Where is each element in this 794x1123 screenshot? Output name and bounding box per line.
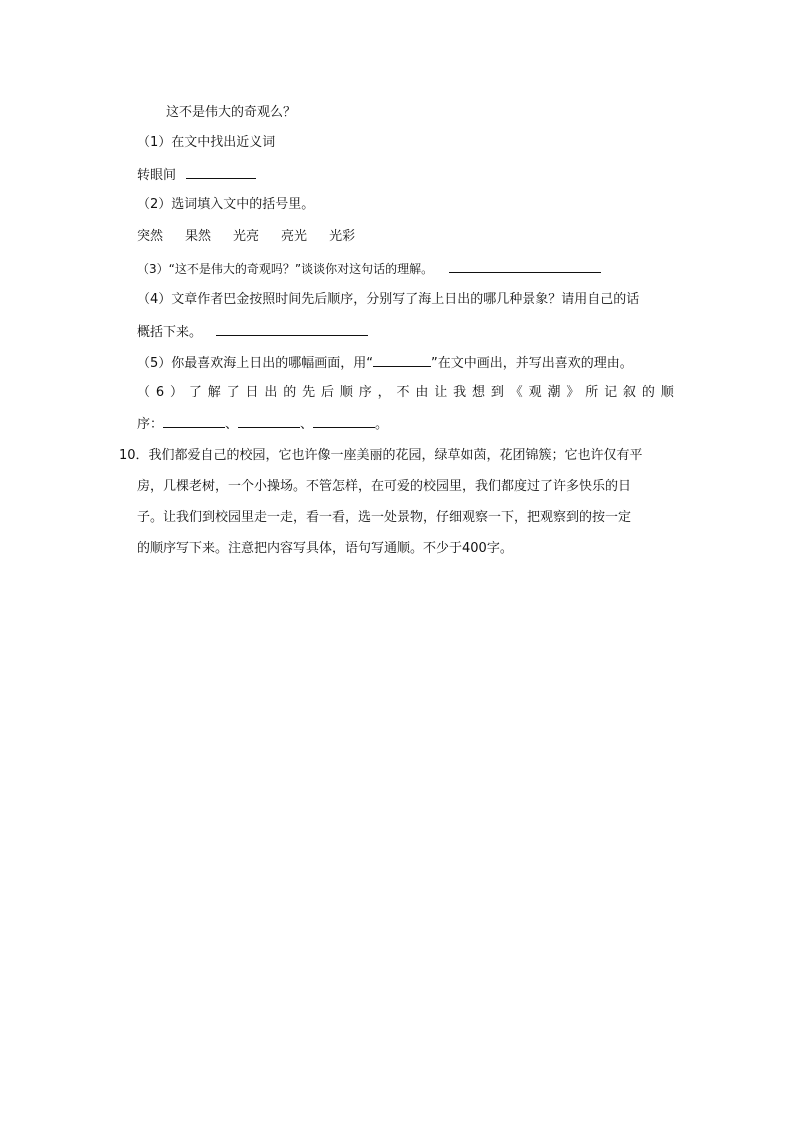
q10-line-4: 的顺序写下来。注意把内容写具体，语句写通顺。不少于400字。: [137, 541, 513, 556]
q6-char: 不: [396, 385, 410, 400]
q6-char: 了: [226, 385, 240, 400]
q6-char: 由: [415, 385, 429, 400]
q6-char: 想: [472, 385, 486, 400]
q6-char: ，: [377, 385, 391, 400]
q3-text: （3）“这不是伟大的奇观吗？”谈谈你对这句话的理解。: [137, 262, 434, 276]
q6-char: 解: [207, 385, 221, 400]
q6-char: 6: [155, 385, 165, 400]
q2-options: [137, 228, 377, 246]
q4-line-1: （4）文章作者巴金按照时间先后顺序，分别写了海上日出的哪几种景象？请用自己的话: [137, 292, 640, 307]
q5-line: [137, 353, 633, 373]
q1-word: 转眼间: [137, 168, 177, 183]
q5-text-before: （5）你最喜欢海上日出的哪幅画面，用“: [137, 356, 374, 371]
q6-answer-blank-3[interactable]: [313, 414, 375, 428]
q6-char: 顺: [660, 385, 674, 400]
q10-line-1: [119, 447, 643, 465]
q6-answer-blank-2[interactable]: [238, 414, 300, 428]
q6-char: 出: [264, 385, 278, 400]
q10-text-1: 我们都爱自己的校园，它也许像一座美丽的花园，绿草如茵，花团锦簇；它也许仅有平: [148, 448, 643, 463]
q2-option: 光亮: [233, 229, 260, 244]
q6-line-2: [137, 414, 388, 434]
q6-char: 了: [188, 385, 202, 400]
q10-line-3: 子。让我们到校园里走一走，看一看，选一处景物，仔细观察一下，把观察到的按一定: [137, 510, 632, 525]
q6-char: 的: [283, 385, 297, 400]
q6-line-1: [137, 384, 674, 402]
q6-char: 《: [509, 385, 523, 400]
q3-line: [137, 259, 601, 278]
q6-char: 到: [490, 385, 504, 400]
q4-answer-blank[interactable]: [216, 322, 368, 336]
q2-option: 亮光: [281, 229, 308, 244]
q2-option: 光彩: [329, 229, 356, 244]
q2-option: 突然: [137, 229, 164, 244]
q4-line-2: [137, 322, 368, 342]
q10-line-2: 房，几棵老树，一个小操场。不管怎样，在可爱的校园里，我们都度过了许多快乐的日: [137, 479, 632, 494]
q6-char: （: [137, 385, 151, 400]
q6-char: 所: [585, 385, 599, 400]
q6-char: 观: [528, 385, 542, 400]
q6-line-2-start: 序：: [137, 417, 164, 432]
q6-char: 后: [321, 385, 335, 400]
q6-char: 日: [245, 385, 259, 400]
q6-char: 叙: [623, 385, 637, 400]
q2-label: （2）选词填入文中的括号里。: [137, 197, 315, 212]
q6-separator: 、: [225, 417, 239, 432]
q6-answer-blank-1[interactable]: [163, 414, 225, 428]
passage-end-line: 这不是伟大的奇观么？: [166, 105, 297, 120]
q6-char: 顺: [339, 385, 353, 400]
q6-end: 。: [375, 417, 389, 432]
q6-char: ）: [170, 385, 184, 400]
q5-text-after: ”在文中画出，并写出喜欢的理由。: [431, 356, 633, 371]
q5-mark-blank[interactable]: [373, 353, 431, 367]
q6-char: 潮: [547, 385, 561, 400]
q6-separator: 、: [300, 417, 314, 432]
q6-char: 先: [302, 385, 316, 400]
q1-label: （1）在文中找出近义词: [137, 135, 276, 150]
q10-number: 10．: [119, 448, 149, 463]
q3-answer-blank[interactable]: [449, 259, 601, 273]
q6-char: 让: [434, 385, 448, 400]
q6-char: 我: [453, 385, 467, 400]
q4-line-2-text: 概括下来。: [137, 325, 203, 340]
q6-char: 》: [566, 385, 580, 400]
q2-option: 果然: [185, 229, 212, 244]
q6-char: 序: [358, 385, 372, 400]
q6-char: 的: [641, 385, 655, 400]
q6-char: 记: [604, 385, 618, 400]
q1-answer-line: [137, 165, 256, 185]
q1-answer-blank[interactable]: [186, 165, 256, 179]
